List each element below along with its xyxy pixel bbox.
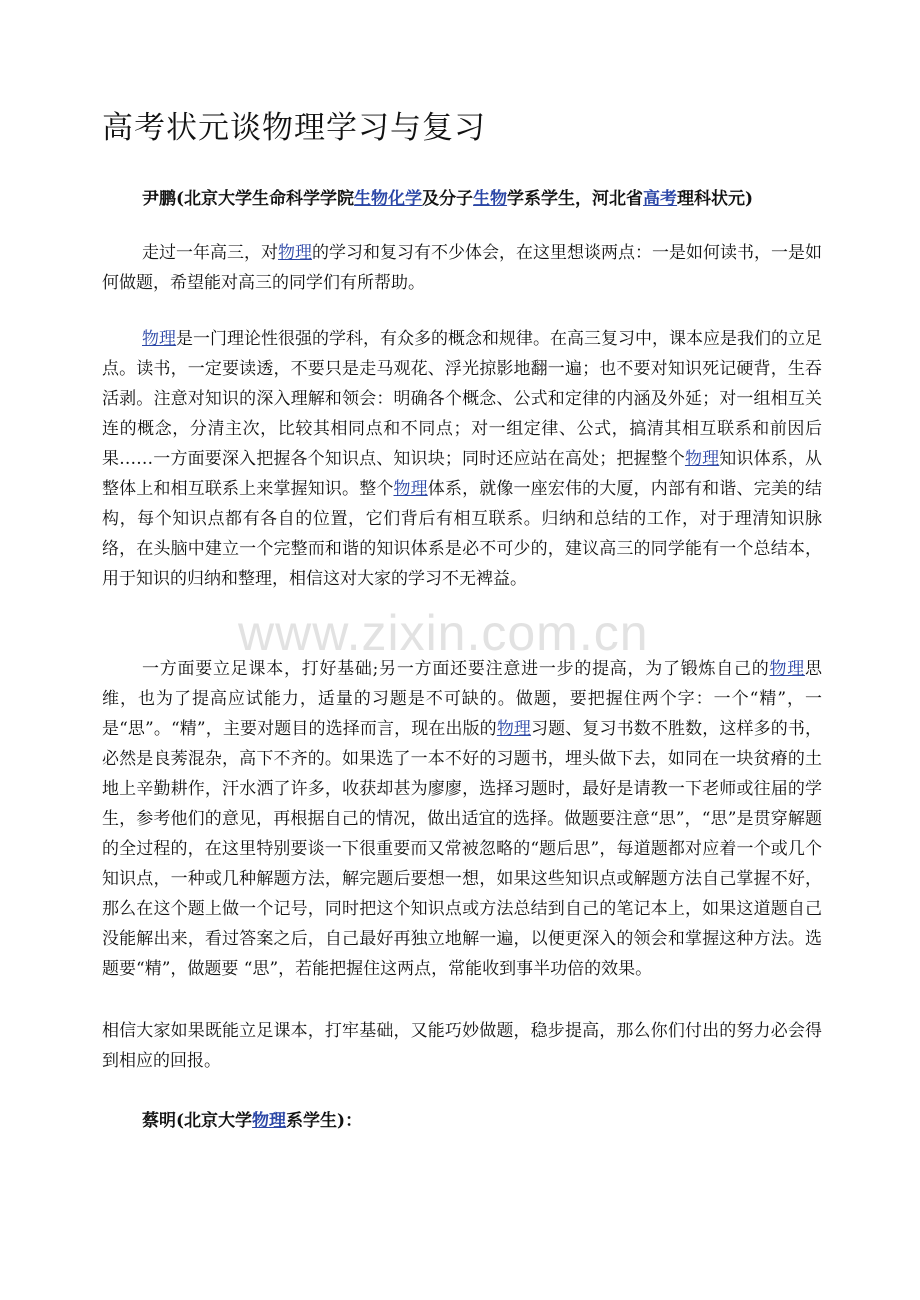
link-gaokao[interactable]: 高考 [643,189,678,209]
link-biology[interactable]: 生物 [473,189,508,209]
byline-text: 理科状元) [677,189,754,209]
paragraph-conclusion: 相信大家如果既能立足课本，打牢基础，又能巧妙做题，稳步提高，那么你们付出的努力必会得到相应的回报。 [102,1021,822,1071]
paragraph-text: 走过一年高三，对 [142,243,278,263]
link-biochemistry[interactable]: 生物化学 [354,189,423,209]
link-physics[interactable]: 物理 [393,479,428,499]
byline-text: 尹鹏(北京大学生命科学学院 [142,189,355,209]
link-physics[interactable]: 物理 [252,1111,287,1131]
paragraph-reading [102,324,822,594]
link-physics[interactable]: 物理 [496,719,532,739]
link-physics[interactable]: 物理 [769,659,806,679]
paragraph-intro [102,238,822,298]
document-title: 高考状元谈物理学习与复习 [102,110,486,146]
paragraph-problems [102,654,822,984]
paragraph-text: 的学习和复习有不少体会，在这里想谈两点：一是如何读书，一是如何做题，希望能对高三的同学们有所帮助。 [102,243,822,293]
paragraph-text: 一方面要立足课本，打好基础;另一方面还要注意进一步的提高，为了锻炼自己的 [142,659,770,679]
paragraph-text: 习题、复习书数不胜数，这样多的书，必然是良莠混杂，高下不齐的。如果选了一本不好的习题书，埋头做下去，如同在一块贫瘠的土地上辛勤耕作，汗水洒了许多，收获却甚为廖廖，选择习题时，最好是请教一下老师或往届的学生，参考他们的意见，再根据自己的情况，做出适宜的选择。做题要注意“思”，“思”是贯穿解题的全过程的，在这里特别要谈一下很重要而又常被忽略的“题后思”，每道题都对应着一个或几个知识点，一种或几种解题方法，解完题后要想一想，如果这些知识点或解题方法自己掌握不好，那么在这个题上做一个记号，同时把这个知识点或方法总结到自己的笔记本上，如果这道题自己没能解出来，看过答案之后，自己最好再独立地解一遍，以便更深入的领会和掌握这种方法。选题要“精”，做题要 “思”，若能把握住这两点，常能收到事半功倍的效果。 [102,719,823,979]
link-physics[interactable]: 物理 [684,449,720,469]
paragraph-text: 思维，也为了提高应试能力，适量的习题是不可缺的。做题，要把握住两个字：一个“精”，一是“思”。“精”，主要对题目的选择而言，现在出版的 [102,659,823,739]
link-physics[interactable]: 物理 [142,329,176,349]
byline-text: 及分子 [422,189,474,209]
link-physics[interactable]: 物理 [278,243,312,263]
author-byline-yin-peng [102,184,822,214]
byline-text: 学系学生，河北省 [507,189,644,209]
paragraph-text: 是一门理论性很强的学科，有众多的概念和规律。在高三复习中，课本应是我们的立足点。读书，一定要读透，不要只是走马观花、浮光掠影地翻一遍；也不要对知识死记硬背，生吞活剥。注意对知识的深入理解和领会：明确各个概念、公式和定律的内涵及外延；对一组相互关连的概念，分清主次，比较其相同点和不同点；对一组定律、公式，搞清其相互联系和前因后果……一方面要深入把握各个知识点、知识块；同时还应站在高处；把握整个 [102,329,822,469]
watermark: www.zixin.com.cn [238,605,649,661]
author-byline-cai-ming [102,1106,822,1136]
byline-text: 蔡明(北京大学 [142,1111,253,1131]
paragraph-text: 体系，就像一座宏伟的大厦，内部有和谐、完美的结构，每个知识点都有各自的位置，它们背后有相互联系。归纳和总结的工作，对于理清知识脉络，在头脑中建立一个完整而和谐的知识体系是必不可少的，建议高三的同学能有一个总结本，用于知识的归纳和整理，相信这对大家的学习不无裨益。 [102,479,823,589]
paragraph-text: 知识体系，从整体上和相互联系上来掌握知识。整个 [102,449,823,499]
byline-text: 系学生)： [286,1111,363,1131]
